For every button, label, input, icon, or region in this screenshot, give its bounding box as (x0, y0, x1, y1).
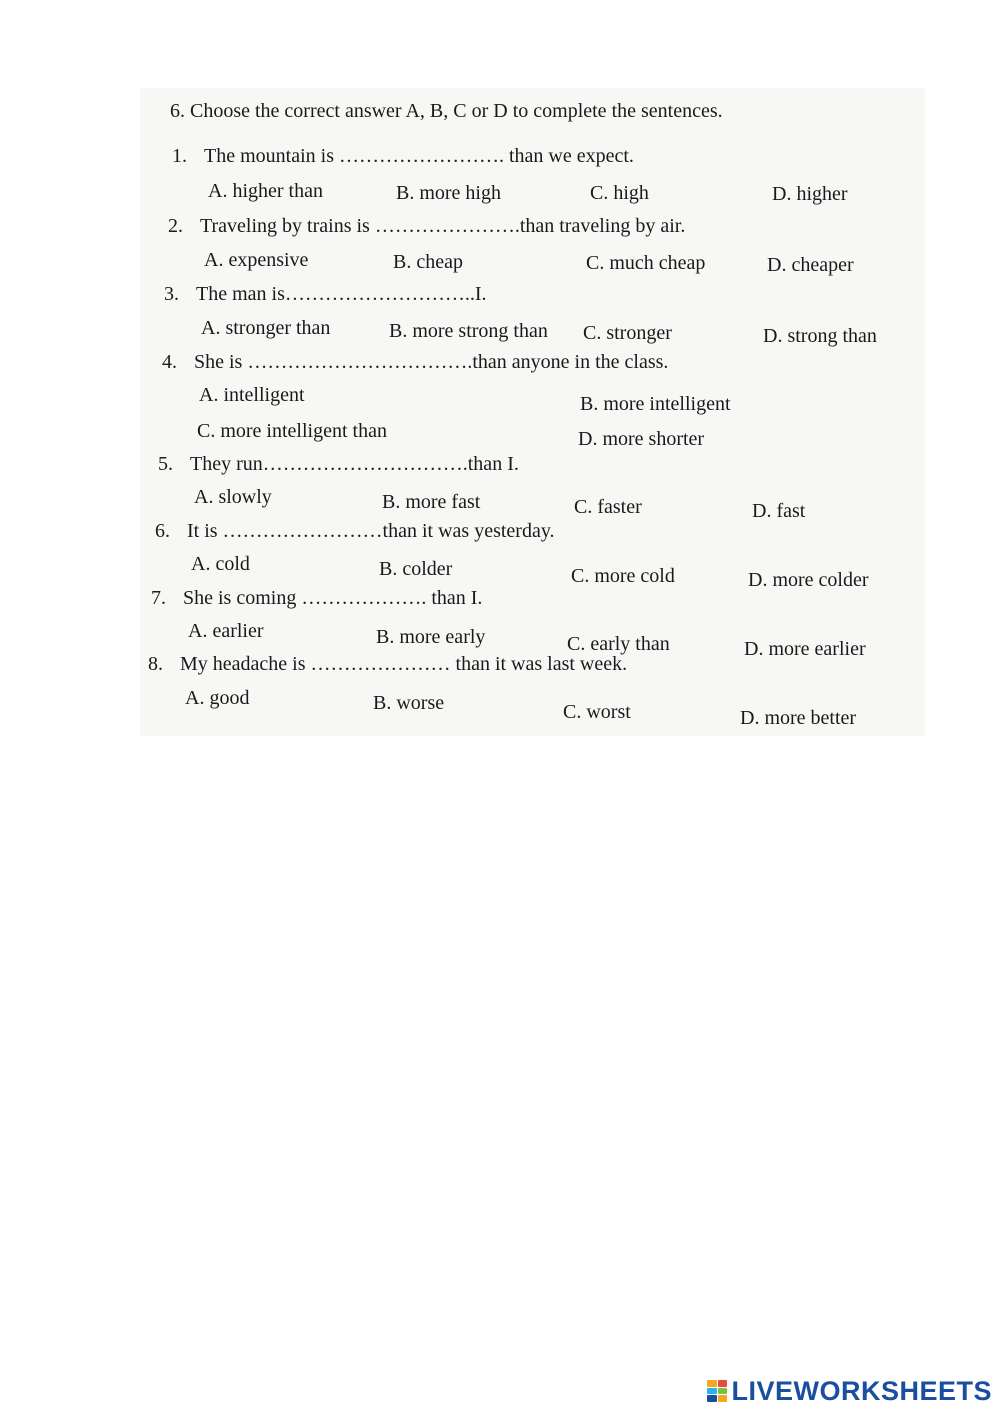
option-c: C. high (590, 182, 649, 204)
option-c: C. worst (563, 701, 631, 723)
liveworksheets-logo-icon (707, 1380, 727, 1402)
option-b: B. more fast (382, 491, 481, 513)
question-number: 1. (172, 145, 187, 167)
option-b: B. cheap (393, 251, 463, 273)
option-c: C. more cold (571, 565, 675, 587)
option-c: C. faster (574, 496, 642, 518)
option-b: B. more intelligent (580, 393, 731, 415)
question-2 (168, 215, 685, 238)
option-d: D. more earlier (744, 638, 866, 660)
question-text: The mountain is ……………………. than we expect. (204, 145, 634, 167)
option-a: A. expensive (204, 249, 309, 271)
option-a: A. slowly (194, 486, 272, 508)
option-a: A. intelligent (199, 384, 305, 406)
option-c: C. stronger (583, 322, 672, 344)
question-text: They run………………………….than I. (190, 453, 519, 475)
question-text: She is coming ………………. than I. (183, 587, 483, 609)
option-b: B. more strong than (389, 320, 548, 342)
option-d: D. strong than (763, 325, 877, 347)
question-6 (155, 520, 555, 543)
question-text: She is …………………………….than anyone in the class. (194, 351, 669, 373)
question-3 (164, 283, 487, 306)
option-d: D. cheaper (767, 254, 854, 276)
option-d: D. more colder (748, 569, 869, 591)
option-a: A. stronger than (201, 317, 331, 339)
option-b: B. worse (373, 692, 445, 714)
option-d: D. higher (772, 183, 848, 205)
option-a: A. higher than (208, 180, 323, 202)
question-text: My headache is ………………… than it was last week. (180, 653, 628, 675)
exercise-heading: 6. Choose the correct answer A, B, C or D to complete the sentences. (170, 100, 723, 122)
question-number: 3. (164, 283, 179, 305)
option-c: C. early than (567, 633, 670, 655)
liveworksheets-footer (707, 1373, 992, 1409)
question-text: Traveling by trains is ………………….than traveling by air. (200, 215, 686, 237)
option-b: B. more early (376, 626, 486, 648)
question-number: 6. (155, 520, 170, 542)
option-b: B. colder (379, 558, 453, 580)
question-1 (172, 145, 634, 168)
question-number: 4. (162, 351, 177, 373)
option-c: C. more intelligent than (197, 420, 387, 442)
question-7 (151, 587, 482, 610)
question-8 (148, 653, 627, 676)
question-5 (158, 453, 519, 476)
question-number: 2. (168, 215, 183, 237)
option-b: B. more high (396, 182, 501, 204)
option-d: D. more shorter (578, 428, 705, 450)
option-d: D. fast (752, 500, 806, 522)
question-number: 5. (158, 453, 173, 475)
question-number: 8. (148, 653, 163, 675)
option-d: D. more better (740, 707, 857, 729)
question-number: 7. (151, 587, 166, 609)
question-text: It is ……………………than it was yesterday. (187, 520, 555, 542)
option-a: A. cold (191, 553, 250, 575)
question-4 (162, 351, 668, 374)
liveworksheets-brand: LIVEWORKSHEETS (731, 1375, 992, 1406)
option-c: C. much cheap (586, 252, 706, 274)
option-a: A. earlier (188, 620, 264, 642)
option-a: A. good (185, 687, 250, 709)
question-text: The man is………………………..I. (196, 283, 487, 305)
